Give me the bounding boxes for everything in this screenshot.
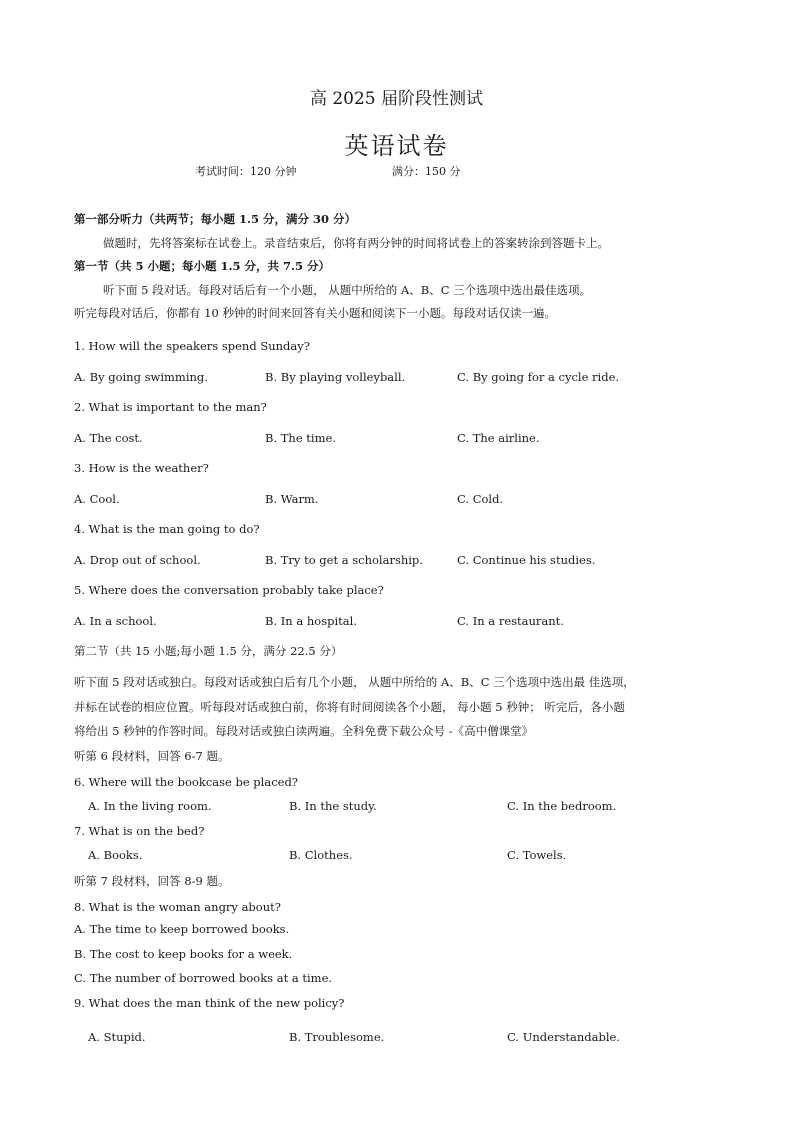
part1-heading: 第一部分听力（共两节；每小题 1.5 分，满分 30 分） — [74, 212, 357, 226]
question-5: 5. Where does the conversation probably take place? — [74, 583, 384, 597]
question-9: 9. What does the man think of the new policy? — [74, 996, 345, 1010]
section1-instruction-1: 听下面 5 段对话。每段对话后有一个小题， 从题中所给的 A、B、C 三个选项中选出最佳选项。 — [103, 283, 592, 297]
section1-heading: 第一节（共 5 小题；每小题 1.5 分，共 7.5 分） — [74, 259, 331, 273]
q4-option-b: B. Try to get a scholarship. — [265, 553, 423, 567]
q2-option-b: B. The time. — [265, 431, 336, 445]
exam-time: 考试时间：120 分钟 — [195, 165, 297, 178]
group-6-7-label: 听第 6 段材料，回答 6-7 题。 — [74, 749, 230, 763]
q2-option-a: A. The cost. — [74, 431, 143, 445]
exam-title: 高 2025 届阶段性测试 — [309, 89, 484, 109]
section2-instruction-1: 听下面 5 段对话或独白。每段对话或独白后有几个小题， 从题中所给的 A、B、C 三个选项中选出最 佳选项， — [74, 675, 635, 689]
q9-option-b: B. Troublesome. — [289, 1030, 385, 1044]
q5-option-b: B. In a hospital. — [265, 614, 357, 628]
question-3: 3. How is the weather? — [74, 461, 209, 475]
section1-instruction-2: 听完每段对话后，你都有 10 秒钟的时间来回答有关小题和阅读下一小题。每段对话仅读一遍。 — [74, 306, 556, 320]
q7-option-a: A. Books. — [88, 848, 143, 862]
q1-option-b: B. By playing volleyball. — [265, 370, 406, 384]
q6-option-b: B. In the study. — [289, 799, 377, 813]
q1-option-a: A. By going swimming. — [74, 370, 208, 384]
question-1: 1. How will the speakers spend Sunday? — [74, 339, 310, 353]
part1-instruction: 做题时，先将答案标在试卷上。录音结束后，你将有两分钟的时间将试卷上的答案转涂到答题卡上。 — [103, 236, 609, 250]
q6-option-a: A. In the living room. — [88, 799, 212, 813]
q7-option-b: B. Clothes. — [289, 848, 353, 862]
q9-option-a: A. Stupid. — [88, 1030, 146, 1044]
q1-option-c: C. By going for a cycle ride. — [457, 370, 620, 384]
section2-instruction-3: 将给出 5 秒钟的作答时间。每段对话或独白读两遍。全科免费下载公众号 -《高中僧课堂》 — [74, 724, 534, 738]
section2-heading: 第二节（共 15 小题;每小题 1.5 分，满分 22.5 分） — [74, 644, 343, 658]
q4-option-c: C. Continue his studies. — [457, 553, 596, 567]
section2-instruction-2: 并标在试卷的相应位置。听每段对话或独白前，你将有时间阅读各个小题， 每小题 5 秒钟； 听完后，各小题 — [74, 700, 625, 714]
q8-option-a: A. The time to keep borrowed books. — [74, 922, 290, 936]
q7-option-c: C. Towels. — [507, 848, 567, 862]
q4-option-a: A. Drop out of school. — [74, 553, 201, 567]
question-6: 6. Where will the bookcase be placed? — [74, 775, 298, 789]
exam-score: 满分：150 分 — [392, 165, 461, 178]
q9-option-c: C. Understandable. — [507, 1030, 620, 1044]
q2-option-c: C. The airline. — [457, 431, 540, 445]
q8-option-c: C. The number of borrowed books at a time. — [74, 971, 333, 985]
q6-option-c: C. In the bedroom. — [507, 799, 617, 813]
q3-option-a: A. Cool. — [74, 492, 120, 506]
q5-option-a: A. In a school. — [74, 614, 157, 628]
question-2: 2. What is important to the man? — [74, 400, 267, 414]
q3-option-c: C. Cold. — [457, 492, 504, 506]
question-7: 7. What is on the bed? — [74, 824, 205, 838]
q8-option-b: B. The cost to keep books for a week. — [74, 947, 293, 961]
group-8-9-label: 听第 7 段材料，回答 8-9 题。 — [74, 874, 230, 888]
q3-option-b: B. Warm. — [265, 492, 319, 506]
exam-subtitle: 英语试卷 — [344, 132, 449, 160]
question-4: 4. What is the man going to do? — [74, 522, 260, 536]
q5-option-c: C. In a restaurant. — [457, 614, 564, 628]
question-8: 8. What is the woman angry about? — [74, 900, 281, 914]
